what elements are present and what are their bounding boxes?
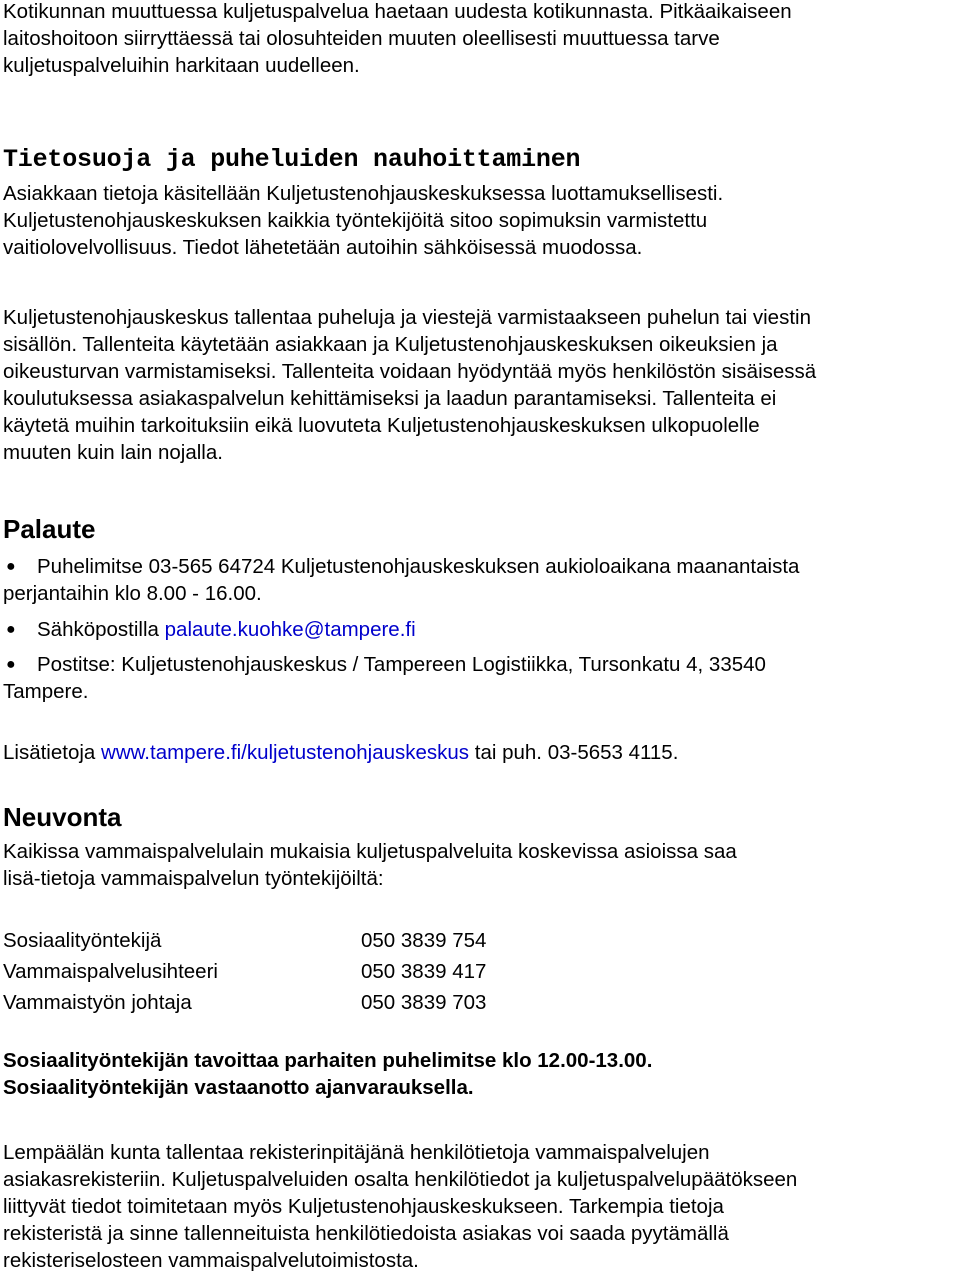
contact-role: Vammaispalvelusihteeri: [3, 960, 218, 983]
text-line: vaitiolovelvollisuus. Tiedot lähetetään autoihin sähköisessä muodossa.: [3, 236, 643, 259]
bullet-icon: ●: [6, 656, 16, 673]
contact-row: [3, 987, 957, 1018]
text-line: kuljetuspalveluihin harkitaan uudelleen.: [3, 54, 360, 77]
bullet-icon: ●: [6, 558, 16, 575]
text-line: Kotikunnan muuttuessa kuljetuspalvelua haetaan uudesta kotikunnasta. Pitkäaikaiseen: [3, 0, 792, 23]
text-line: laitoshoitoon siirryttäessä tai olosuhteiden muuten oleellisesti muuttuessa tarve: [3, 27, 720, 50]
register-paragraph: [3, 1139, 797, 1274]
more-info-suffix: tai puh. 03-5653 4115.: [469, 741, 679, 764]
reception-info: [3, 1047, 652, 1101]
advice-heading: Neuvonta: [3, 802, 122, 832]
text-line: oikeusturvan varmistamiseksi. Tallenteita voidaan hyödyntää myös henkilöstön sisäisessä: [3, 360, 817, 383]
list-item-phone: [3, 553, 957, 607]
text-line: lisä-tietoja vammaispalvelun työntekijöiltä:: [3, 867, 384, 890]
bold-line: Sosiaalityöntekijän tavoittaa parhaiten puhelimitse klo 12.00-13.00.: [3, 1049, 653, 1072]
text-line: Asiakkaan tietoja käsitellään Kuljetustenohjauskeskuksessa luottamuksellisesti.: [3, 182, 724, 205]
email-link[interactable]: palaute.kuohke@tampere.fi: [164, 618, 416, 641]
list-item-post: [3, 651, 957, 705]
text-line: Kuljetustenohjauskeskus tallentaa puheluja ja viestejä varmistaakseen puhelun tai viestin: [3, 306, 811, 329]
privacy-paragraph-2: [3, 304, 816, 466]
text-line: muuten kuin lain nojalla.: [3, 441, 223, 464]
text-line: liittyvät tiedot toimitetaan myös Kuljetustenohjauskeskukseen. Tarkempia tietoja: [3, 1195, 724, 1218]
contacts-table: [3, 925, 957, 1018]
more-info-prefix: Lisätietoja: [3, 741, 102, 764]
text-line: asiakasrekisteriin. Kuljetuspalveluiden osalta henkilötiedot ja kuljetuspalvelupäätökseen: [3, 1168, 798, 1191]
email-prefix: Sähköpostilla: [37, 618, 165, 641]
text-line: käytetä muihin tarkoituksiin eikä luovuteta Kuljetustenohjauskeskuksen ulkopuolelle: [3, 414, 760, 437]
bullet-icon: ●: [6, 621, 16, 638]
privacy-paragraph-1: [3, 180, 723, 261]
more-info-link[interactable]: www.tampere.fi/kuljetustenohjauskeskus: [101, 741, 470, 764]
list-item-email: [3, 616, 957, 643]
privacy-heading: Tietosuoja ja puheluiden nauhoittaminen: [3, 145, 581, 174]
contact-row: [3, 956, 957, 987]
text-line: Lempäälän kunta tallentaa rekisterinpitäjänä henkilötietoja vammaispalvelujen: [3, 1141, 710, 1164]
contact-phone: 050 3839 417: [361, 960, 487, 983]
intro-paragraph: [3, 0, 792, 79]
feedback-heading: Palaute: [3, 514, 96, 544]
text-line: Kuljetustenohjauskeskuksen kaikkia työntekijöitä sitoo sopimuksin varmistettu: [3, 209, 708, 232]
contact-phone: 050 3839 703: [361, 991, 487, 1014]
contact-row: [3, 925, 957, 956]
advice-paragraph: [3, 838, 737, 892]
text-line: rekisteristä ja sinne tallenneituista henkilötiedoista asiakas voi saada pyytämällä: [3, 1222, 729, 1245]
text-line: sisällön. Tallenteita käytetään asiakkaan ja Kuljetustenohjauskeskuksen oikeuksien ja: [3, 333, 778, 356]
post-line-1: Postitse: Kuljetustenohjauskeskus / Tampereen Logistiikka, Tursonkatu 4, 33540: [37, 653, 766, 676]
phone-line-2: perjantaihin klo 8.00 - 16.00.: [3, 582, 262, 605]
post-line-2: Tampere.: [3, 680, 89, 703]
text-line: rekisteriselosteen vammaispalvelutoimistosta.: [3, 1249, 419, 1272]
text-line: Kaikissa vammaispalvelulain mukaisia kuljetuspalveluita koskevissa asioissa saa: [3, 840, 737, 863]
bold-line: Sosiaalityöntekijän vastaanotto ajanvarauksella.: [3, 1076, 474, 1099]
feedback-list: [3, 553, 957, 705]
contact-role: Sosiaalityöntekijä: [3, 929, 162, 952]
phone-line-1: Puhelimitse 03-565 64724 Kuljetustenohjauskeskuksen aukioloaikana maanantaista: [37, 555, 800, 578]
contact-role: Vammaistyön johtaja: [3, 991, 192, 1014]
more-info-line: [3, 739, 678, 766]
contact-phone: 050 3839 754: [361, 929, 487, 952]
text-line: koulutuksessa asiakaspalvelun kehittämiseksi ja laadun parantamiseksi. Tallenteita ei: [3, 387, 777, 410]
